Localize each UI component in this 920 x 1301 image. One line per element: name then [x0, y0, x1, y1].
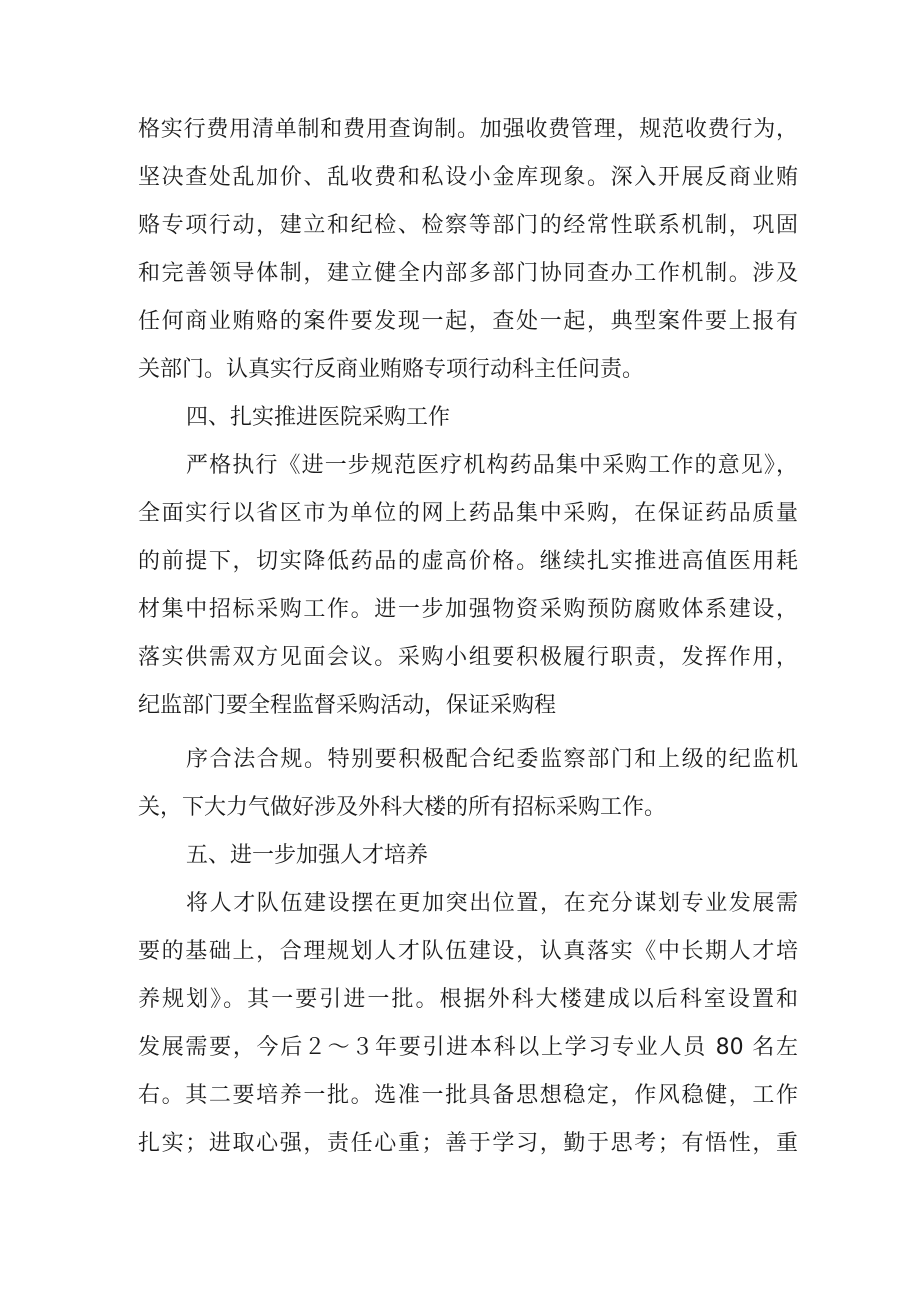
body-text-line: 扎实；进取心强，责任心重；善于学习，勤于思考；有悟性，重 — [138, 1131, 798, 1156]
body-text-line: 落实供需双方见面会议。采购小组要积极履行职责，发挥作用， — [138, 645, 798, 670]
section-heading-5: 五、进一步加强人才培养 — [186, 843, 429, 868]
body-text-line: 严格执行《进一步规范医疗机构药品集中采购工作的意见》， — [186, 453, 798, 478]
body-text-line: 关，下大力气做好涉及外科大楼的所有招标采购工作。 — [138, 795, 667, 820]
body-text-line: 养规划》。其一要引进一批。根据外科大楼建成以后科室设置和 — [138, 987, 798, 1012]
body-text-line: 的前提下，切实降低药品的虚高价格。继续扎实推进高值医用耗 — [138, 549, 798, 574]
body-text-line: 要的基础上，合理规划人才队伍建设，认真落实《中长期人才培 — [138, 939, 798, 964]
body-text-line: 坚决查处乱加价、乱收费和私设小金库现象。深入开展反商业贿 — [138, 165, 798, 190]
section-heading-4: 四、扎实推进医院采购工作 — [186, 405, 451, 430]
body-text-line: 纪监部门要全程监督采购活动，保证采购程 — [138, 693, 557, 718]
body-text-line: 序合法合规。特别要积极配合纪委监察部门和上级的纪监机 — [186, 747, 798, 772]
body-text-line: 和完善领导体制，建立健全内部多部门协同查办工作机制。涉及 — [138, 261, 798, 286]
body-text-line: 将人才队伍建设摆在更加突出位置，在充分谋划专业发展需 — [186, 891, 798, 916]
body-text-line: 任何商业贿赂的案件要发现一起，查处一起，典型案件要上报有 — [138, 309, 798, 334]
body-text-line: 发展需要，今后２～３年要引进本科以上学习专业人员 80 名左 — [138, 1035, 798, 1060]
body-text-line: 关部门。认真实行反商业贿赂专项行动科主任问责。 — [138, 357, 645, 382]
body-text-line: 右。其二要培养一批。选准一批具备思想稳定，作风稳健，工作 — [138, 1083, 798, 1108]
body-text-line: 全面实行以省区市为单位的网上药品集中采购，在保证药品质量 — [138, 501, 798, 526]
body-text-line: 材集中招标采购工作。进一步加强物资采购预防腐败体系建设， — [138, 597, 798, 622]
body-text-line: 格实行费用清单制和费用查询制。加强收费管理，规范收费行为， — [138, 117, 798, 142]
body-text-line: 赂专项行动，建立和纪检、检察等部门的经常性联系机制，巩固 — [138, 213, 798, 238]
